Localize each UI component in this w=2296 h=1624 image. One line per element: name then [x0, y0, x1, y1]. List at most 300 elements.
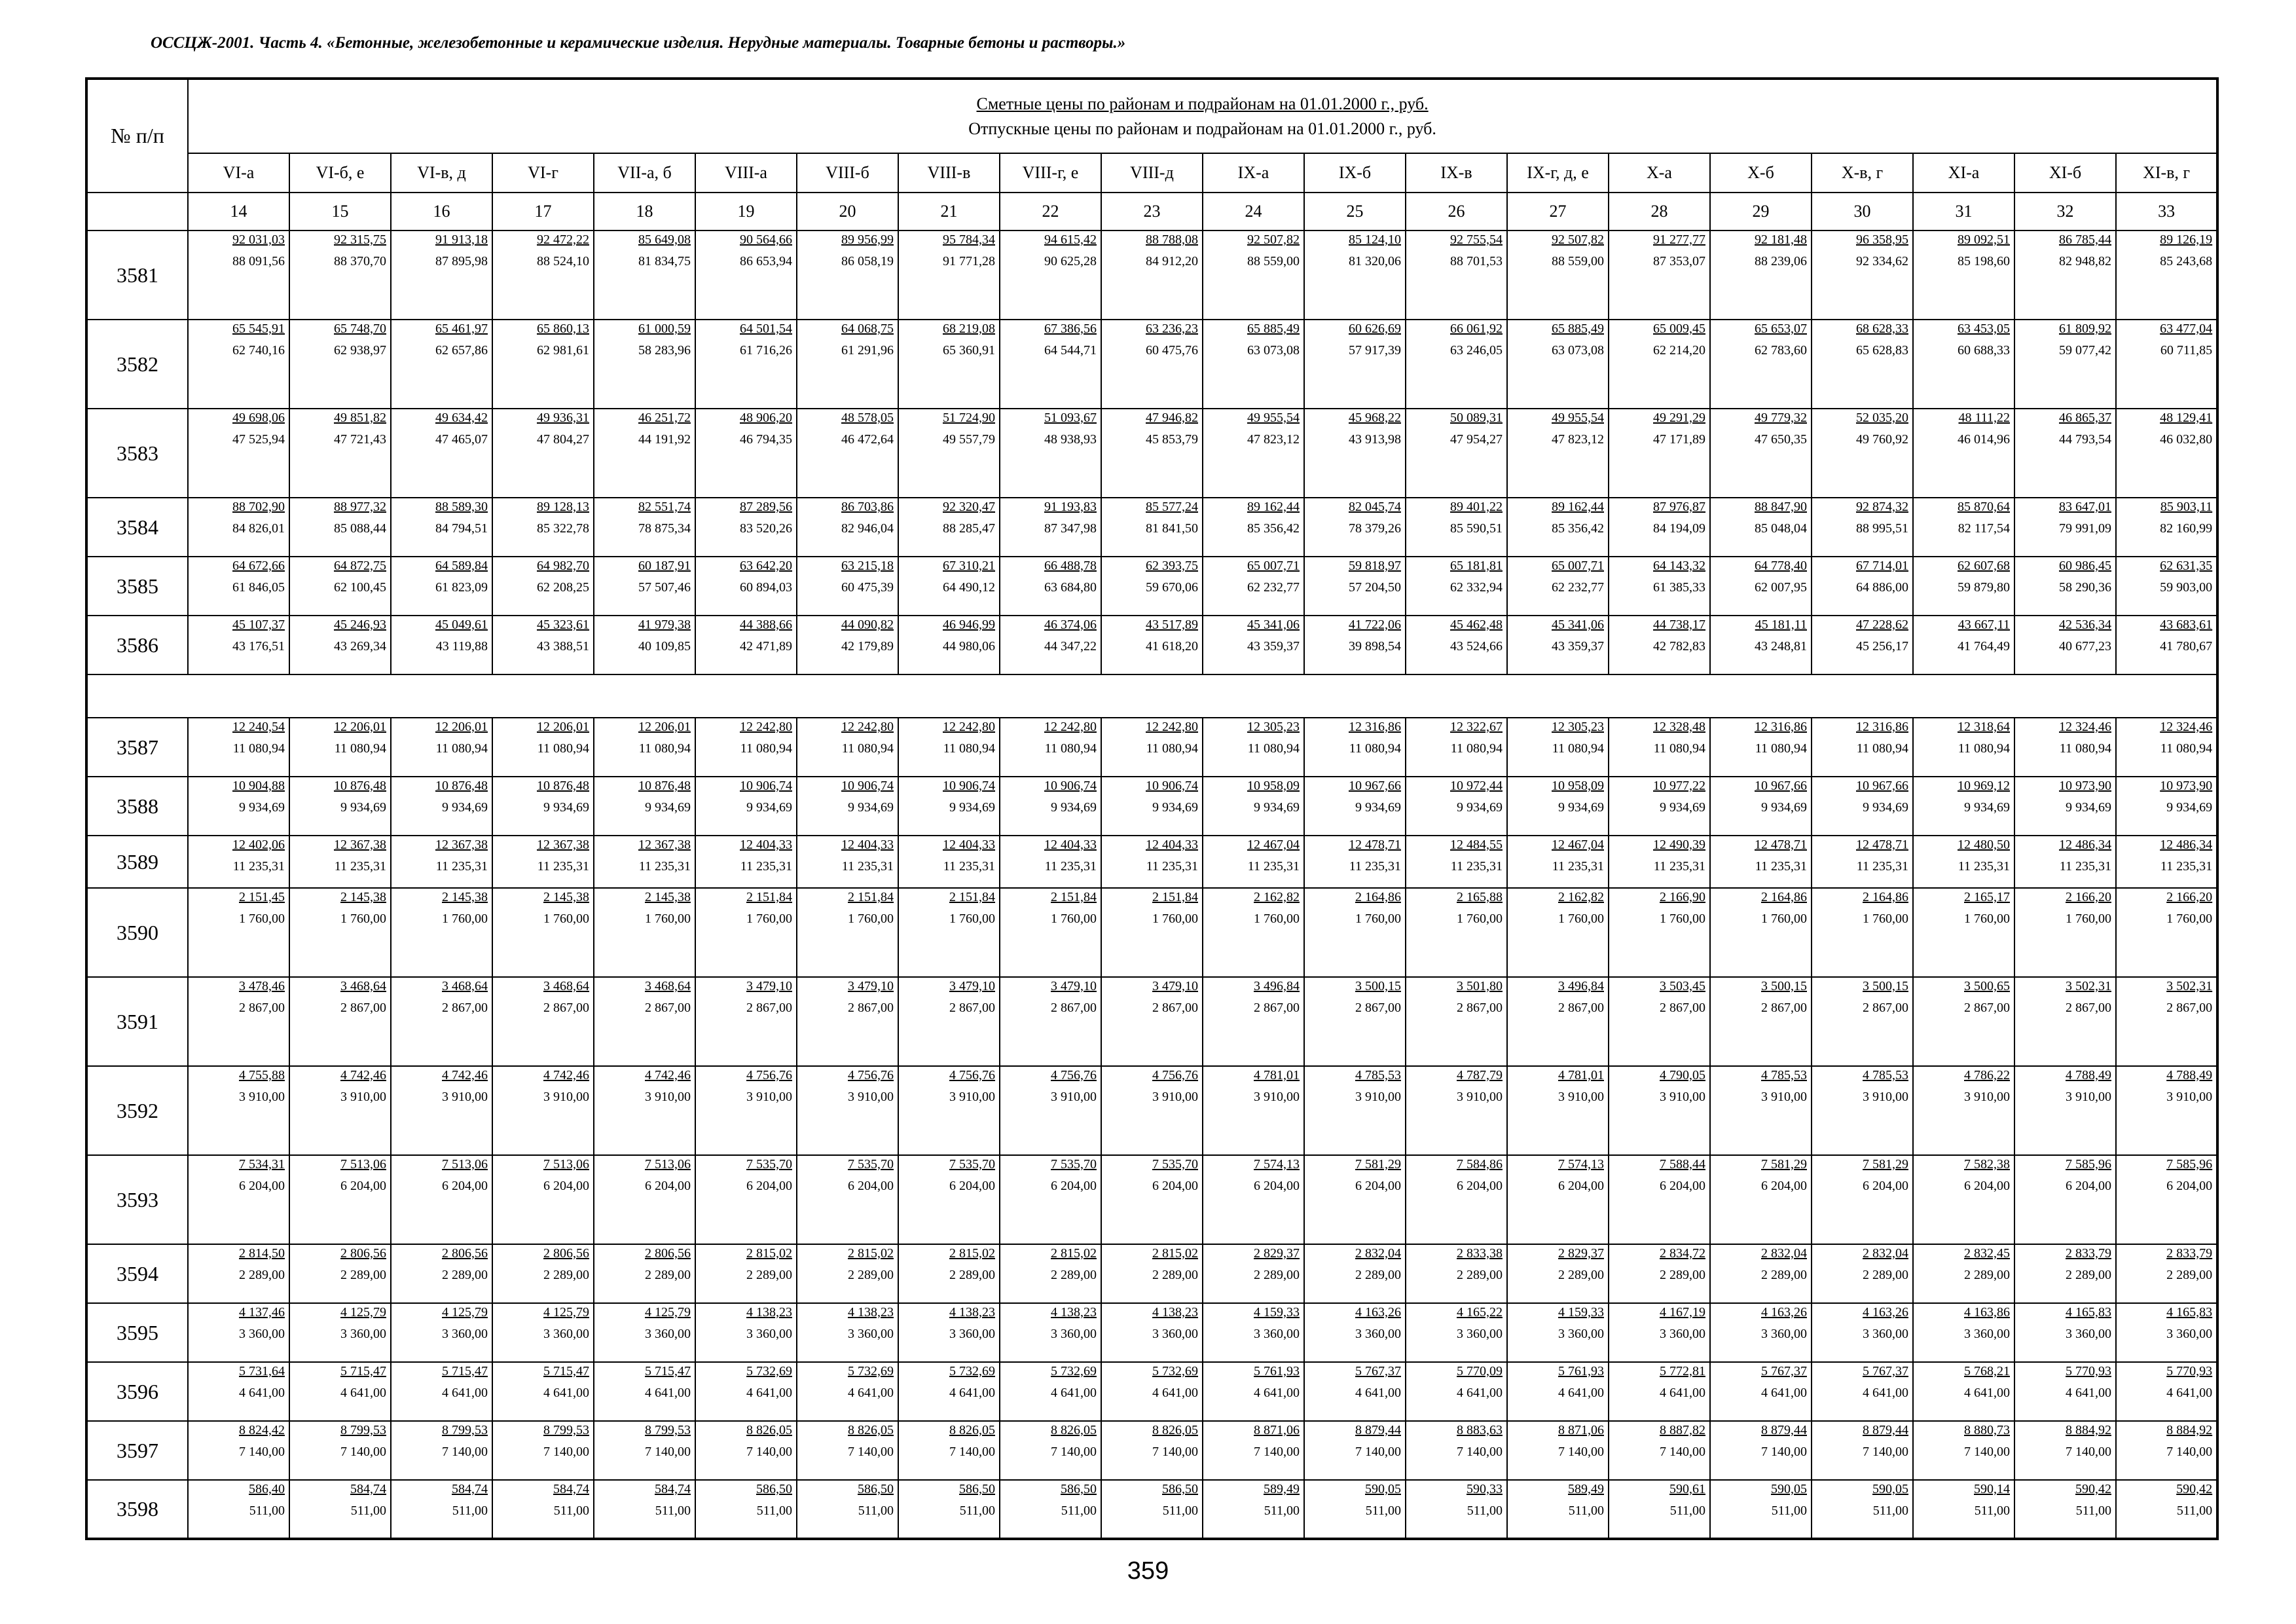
estimate-price: 89 162,44 — [1552, 500, 1604, 514]
release-price: 1 760,00 — [1660, 912, 1705, 926]
estimate-price: 85 870,64 — [1958, 500, 2010, 514]
price-cell — [1203, 836, 1304, 888]
estimate-price: 10 876,48 — [537, 779, 589, 793]
release-price: 44 793,54 — [2059, 432, 2111, 447]
release-price: 6 204,00 — [645, 1179, 691, 1193]
release-price: 7 140,00 — [340, 1445, 386, 1459]
estimate-price: 4 125,79 — [340, 1305, 386, 1320]
price-cell — [1304, 777, 1406, 836]
row-number-cell: 3586 — [86, 616, 188, 674]
release-price: 3 360,00 — [340, 1327, 386, 1341]
price-cell — [797, 718, 898, 777]
price-cell — [1101, 1066, 1203, 1155]
row-number-cell: 3595 — [86, 1303, 188, 1362]
price-cell — [1000, 320, 1101, 409]
estimate-price: 92 181,48 — [1755, 232, 1807, 247]
estimate-price: 65 860,13 — [537, 322, 589, 336]
estimate-price: 4 138,23 — [1051, 1305, 1097, 1320]
estimate-price: 49 779,32 — [1755, 411, 1807, 425]
release-price: 1 760,00 — [1355, 912, 1401, 926]
price-cell — [1406, 557, 1507, 616]
estimate-price: 12 467,04 — [1552, 838, 1604, 852]
estimate-price: 45 341,06 — [1247, 618, 1300, 632]
estimate-price: 7 574,13 — [1558, 1157, 1604, 1172]
estimate-price: 60 187,91 — [638, 559, 691, 573]
estimate-price: 5 732,69 — [1152, 1364, 1198, 1378]
release-price: 85 198,60 — [1958, 254, 2010, 268]
price-cell — [1609, 1421, 1710, 1480]
price-cell — [898, 557, 1000, 616]
price-cell — [2014, 977, 2116, 1066]
table-row — [86, 836, 2217, 888]
release-price: 47 823,12 — [1247, 432, 1300, 447]
price-cell — [1000, 777, 1101, 836]
estimate-price: 65 461,97 — [435, 322, 488, 336]
price-cell — [391, 718, 492, 777]
column-number-cell: 29 — [1710, 193, 1812, 231]
estimate-price: 12 367,38 — [435, 838, 488, 852]
price-cell — [1406, 777, 1507, 836]
price-cell — [1913, 409, 2014, 498]
price-cell — [1101, 498, 1203, 557]
estimate-price: 62 607,68 — [1958, 559, 2010, 573]
separator-cell — [86, 674, 2217, 718]
estimate-price: 4 125,79 — [543, 1305, 589, 1320]
estimate-price: 4 755,88 — [239, 1068, 285, 1082]
price-cell — [492, 718, 594, 777]
estimate-price: 2 832,45 — [1964, 1246, 2010, 1261]
region-header-row — [86, 153, 2217, 193]
release-price: 3 910,00 — [949, 1090, 995, 1104]
column-number-cell: 30 — [1812, 193, 1913, 231]
price-cell — [797, 977, 898, 1066]
price-cell — [1812, 409, 1913, 498]
estimate-price: 4 785,53 — [1761, 1068, 1807, 1082]
release-price: 11 080,94 — [232, 741, 285, 756]
release-price: 11 080,94 — [1653, 741, 1705, 756]
estimate-price: 52 035,20 — [1856, 411, 1908, 425]
release-price: 2 867,00 — [340, 1001, 386, 1015]
release-price: 9 934,69 — [2166, 800, 2213, 815]
price-cell — [695, 320, 797, 409]
release-price: 41 764,49 — [1958, 639, 2010, 654]
estimate-price: 589,49 — [1264, 1482, 1300, 1496]
release-price: 2 867,00 — [1863, 1001, 1908, 1015]
release-price: 2 289,00 — [1355, 1268, 1401, 1282]
estimate-price: 2 833,38 — [1457, 1246, 1503, 1261]
release-price: 4 641,00 — [239, 1386, 285, 1400]
release-price: 2 289,00 — [1457, 1268, 1503, 1282]
release-price: 90 625,28 — [1044, 254, 1097, 268]
estimate-price: 8 871,06 — [1254, 1423, 1300, 1437]
release-price: 511,00 — [1467, 1504, 1503, 1518]
estimate-price: 2 832,04 — [1355, 1246, 1401, 1261]
estimate-price: 12 242,80 — [841, 720, 894, 734]
release-price: 11 235,31 — [943, 859, 995, 874]
estimate-price: 590,33 — [1467, 1482, 1503, 1496]
estimate-price: 4 125,79 — [442, 1305, 488, 1320]
table-row — [86, 1155, 2217, 1244]
release-price: 88 701,53 — [1450, 254, 1503, 268]
estimate-price: 64 589,84 — [435, 559, 488, 573]
estimate-price: 2 164,86 — [1863, 890, 1908, 904]
estimate-price: 4 781,01 — [1254, 1068, 1300, 1082]
price-cell — [695, 977, 797, 1066]
price-cell — [1101, 320, 1203, 409]
estimate-price: 12 367,38 — [537, 838, 589, 852]
estimate-price: 47 946,82 — [1146, 411, 1198, 425]
release-price: 46 014,96 — [1958, 432, 2010, 447]
price-cell — [1304, 977, 1406, 1066]
release-price: 2 289,00 — [949, 1268, 995, 1282]
estimate-price: 87 289,56 — [740, 500, 792, 514]
release-price: 511,00 — [1365, 1504, 1401, 1518]
price-cell — [594, 977, 695, 1066]
price-cell — [1000, 498, 1101, 557]
price-cell — [1913, 1155, 2014, 1244]
release-price: 6 204,00 — [1761, 1179, 1807, 1193]
price-cell — [1913, 836, 2014, 888]
release-price: 2 867,00 — [1964, 1001, 2010, 1015]
estimate-price: 2 814,50 — [239, 1246, 285, 1261]
price-cell — [594, 1303, 695, 1362]
release-price: 3 360,00 — [645, 1327, 691, 1341]
estimate-price: 89 162,44 — [1247, 500, 1300, 514]
price-cell — [289, 616, 391, 674]
price-cell — [289, 888, 391, 977]
table-row — [86, 231, 2217, 320]
price-cell — [1000, 1244, 1101, 1303]
estimate-price: 7 581,29 — [1761, 1157, 1807, 1172]
release-price: 511,00 — [1872, 1504, 1908, 1518]
estimate-price: 8 884,92 — [2166, 1423, 2213, 1437]
estimate-price: 5 767,37 — [1863, 1364, 1908, 1378]
estimate-price: 2 815,02 — [1051, 1246, 1097, 1261]
price-cell — [1609, 1303, 1710, 1362]
estimate-price: 590,05 — [1771, 1482, 1807, 1496]
table-row — [86, 557, 2217, 616]
release-price: 11 235,31 — [1653, 859, 1705, 874]
release-price: 2 867,00 — [1254, 1001, 1300, 1015]
price-cell — [2014, 1303, 2116, 1362]
estimate-price: 10 906,74 — [943, 779, 995, 793]
release-price: 4 641,00 — [1660, 1386, 1705, 1400]
estimate-price: 584,74 — [350, 1482, 386, 1496]
release-price: 9 934,69 — [1964, 800, 2010, 815]
release-price: 48 938,93 — [1044, 432, 1097, 447]
release-price: 11 080,94 — [740, 741, 792, 756]
estimate-price: 3 496,84 — [1558, 979, 1604, 993]
price-cell — [1812, 1303, 1913, 1362]
price-cell — [289, 1480, 391, 1539]
price-cell — [1710, 1303, 1812, 1362]
estimate-price: 4 138,23 — [848, 1305, 894, 1320]
price-cell — [289, 718, 391, 777]
price-cell — [188, 616, 289, 674]
price-cell — [2116, 409, 2217, 498]
release-price: 511,00 — [350, 1504, 386, 1518]
price-cell — [1000, 1480, 1101, 1539]
price-cell — [1812, 557, 1913, 616]
estimate-price: 12 242,80 — [740, 720, 792, 734]
release-price: 62 332,94 — [1450, 580, 1503, 595]
estimate-price: 5 768,21 — [1964, 1364, 2010, 1378]
price-cell — [1203, 777, 1304, 836]
release-price: 1 760,00 — [442, 912, 488, 926]
estimate-price: 89 128,13 — [537, 500, 589, 514]
release-price: 7 140,00 — [2066, 1445, 2111, 1459]
row-number-cell: 3588 — [86, 777, 188, 836]
page-number: 359 — [1127, 1557, 1169, 1585]
price-cell — [1406, 718, 1507, 777]
release-price: 6 204,00 — [1660, 1179, 1705, 1193]
price-cell — [797, 1362, 898, 1421]
estimate-price: 4 163,86 — [1964, 1305, 2010, 1320]
estimate-price: 3 500,15 — [1863, 979, 1908, 993]
estimate-price: 12 490,39 — [1653, 838, 1705, 852]
estimate-price: 85 124,10 — [1349, 232, 1401, 247]
document-header: ОССЦЖ-2001. Часть 4. «Бетонные, железобетонные и керамические изделия. Нерудные материалы. Товарные бетоны и растворы.» — [151, 34, 1126, 52]
estimate-price: 7 535,70 — [1152, 1157, 1198, 1172]
estimate-price: 92 320,47 — [943, 500, 995, 514]
estimate-price: 4 786,22 — [1964, 1068, 2010, 1082]
release-price: 11 235,31 — [2059, 859, 2111, 874]
release-price: 3 910,00 — [239, 1090, 285, 1104]
price-cell — [898, 320, 1000, 409]
price-cell — [2014, 777, 2116, 836]
release-price: 4 641,00 — [746, 1386, 792, 1400]
estimate-price: 8 799,53 — [645, 1423, 691, 1437]
price-cell — [1101, 718, 1203, 777]
estimate-price: 10 973,90 — [2160, 779, 2213, 793]
estimate-price: 7 584,86 — [1457, 1157, 1503, 1172]
price-cell — [695, 1421, 797, 1480]
price-cell — [695, 777, 797, 836]
price-cell — [594, 231, 695, 320]
price-cell — [1203, 1421, 1304, 1480]
release-price: 11 235,31 — [1755, 859, 1807, 874]
estimate-price: 12 404,33 — [943, 838, 995, 852]
price-cell — [289, 320, 391, 409]
price-cell — [492, 409, 594, 498]
estimate-price: 8 799,53 — [442, 1423, 488, 1437]
release-price: 47 171,89 — [1653, 432, 1705, 447]
price-cell — [289, 231, 391, 320]
price-cell — [1710, 616, 1812, 674]
price-cell — [898, 1155, 1000, 1244]
price-cell — [695, 888, 797, 977]
price-cell — [1609, 1480, 1710, 1539]
release-price: 9 934,69 — [848, 800, 894, 815]
release-price: 2 867,00 — [1355, 1001, 1401, 1015]
price-cell — [188, 1244, 289, 1303]
release-price: 4 641,00 — [2166, 1386, 2213, 1400]
estimate-price: 49 698,06 — [232, 411, 285, 425]
price-cell — [1101, 1421, 1203, 1480]
price-cell — [2014, 320, 2116, 409]
release-price: 88 370,70 — [334, 254, 386, 268]
estimate-price: 590,05 — [1365, 1482, 1401, 1496]
region-header-cell: VIII-г, е — [1000, 153, 1101, 193]
price-cell — [1000, 557, 1101, 616]
release-price: 6 204,00 — [1457, 1179, 1503, 1193]
price-cell — [1203, 1303, 1304, 1362]
price-cell — [1000, 231, 1101, 320]
price-cell — [1507, 1480, 1609, 1539]
release-price: 3 910,00 — [2166, 1090, 2213, 1104]
price-cell — [797, 320, 898, 409]
release-price: 11 235,31 — [740, 859, 792, 874]
estimate-price: 12 316,86 — [1856, 720, 1908, 734]
price-cell — [188, 1066, 289, 1155]
estimate-price: 12 478,71 — [1349, 838, 1401, 852]
release-price: 7 140,00 — [1457, 1445, 1503, 1459]
estimate-price: 12 318,64 — [1958, 720, 2010, 734]
estimate-price: 12 467,04 — [1247, 838, 1300, 852]
estimate-price: 5 761,93 — [1558, 1364, 1604, 1378]
estimate-price: 3 503,45 — [1660, 979, 1705, 993]
release-price: 7 140,00 — [1254, 1445, 1300, 1459]
estimate-price: 12 404,33 — [841, 838, 894, 852]
estimate-price: 94 615,42 — [1044, 232, 1097, 247]
estimate-price: 10 967,66 — [1755, 779, 1807, 793]
price-cell — [391, 231, 492, 320]
price-cell — [1304, 1421, 1406, 1480]
estimate-price: 12 206,01 — [638, 720, 691, 734]
row-number-cell: 3581 — [86, 231, 188, 320]
column-number-cell: 15 — [289, 193, 391, 231]
price-cell — [492, 231, 594, 320]
estimate-price: 5 731,64 — [239, 1364, 285, 1378]
price-cell — [1710, 1066, 1812, 1155]
price-cell — [492, 977, 594, 1066]
release-price: 3 360,00 — [1051, 1327, 1097, 1341]
release-price: 3 910,00 — [442, 1090, 488, 1104]
release-price: 3 910,00 — [1051, 1090, 1097, 1104]
price-cell — [1304, 888, 1406, 977]
estimate-price: 64 872,75 — [334, 559, 386, 573]
release-price: 2 867,00 — [1761, 1001, 1807, 1015]
release-price: 88 285,47 — [943, 521, 995, 536]
release-price: 65 628,83 — [1856, 343, 1908, 358]
estimate-price: 41 722,06 — [1349, 618, 1401, 632]
price-cell — [1913, 977, 2014, 1066]
release-price: 1 760,00 — [1152, 912, 1198, 926]
price-cell — [1507, 1362, 1609, 1421]
price-cell — [1203, 320, 1304, 409]
release-price: 4 641,00 — [645, 1386, 691, 1400]
release-price: 3 910,00 — [848, 1090, 894, 1104]
estimate-price: 10 904,88 — [232, 779, 285, 793]
estimate-price: 10 967,66 — [1349, 779, 1401, 793]
column-number-cell: 25 — [1304, 193, 1406, 231]
table-row — [86, 498, 2217, 557]
price-cell — [391, 320, 492, 409]
estimate-price: 45 181,11 — [1755, 618, 1807, 632]
release-price: 11 235,31 — [1856, 859, 1908, 874]
estimate-price: 12 242,80 — [943, 720, 995, 734]
region-header-cell: VIII-д — [1101, 153, 1203, 193]
release-price: 11 235,31 — [1146, 859, 1198, 874]
price-cell — [1507, 977, 1609, 1066]
release-price: 11 235,31 — [232, 859, 285, 874]
release-price: 46 472,64 — [841, 432, 894, 447]
release-price: 11 235,31 — [638, 859, 691, 874]
price-cell — [1406, 1244, 1507, 1303]
price-cell — [1406, 888, 1507, 977]
release-price: 43 388,51 — [537, 639, 589, 654]
estimate-price: 7 513,06 — [645, 1157, 691, 1172]
release-price: 3 910,00 — [746, 1090, 792, 1104]
estimate-price: 7 534,31 — [239, 1157, 285, 1172]
estimate-price: 44 090,82 — [841, 618, 894, 632]
row-number-cell: 3596 — [86, 1362, 188, 1421]
price-cell — [1812, 1244, 1913, 1303]
price-cell — [898, 888, 1000, 977]
price-cell — [797, 557, 898, 616]
estimate-price: 91 277,77 — [1653, 232, 1705, 247]
release-price: 2 867,00 — [2066, 1001, 2111, 1015]
column-number-cell: 23 — [1101, 193, 1203, 231]
region-header-cell: XI-а — [1913, 153, 2014, 193]
release-price: 88 559,00 — [1247, 254, 1300, 268]
release-price: 2 867,00 — [1457, 1001, 1503, 1015]
estimate-price: 2 829,37 — [1254, 1246, 1300, 1261]
price-cell — [1203, 977, 1304, 1066]
price-cell — [1101, 888, 1203, 977]
price-cell — [1812, 616, 1913, 674]
release-price: 47 823,12 — [1552, 432, 1604, 447]
price-cell — [1203, 498, 1304, 557]
price-cell — [492, 1421, 594, 1480]
release-price: 61 385,33 — [1653, 580, 1705, 595]
release-price: 3 910,00 — [1355, 1090, 1401, 1104]
price-cell — [492, 1155, 594, 1244]
release-price: 62 938,97 — [334, 343, 386, 358]
release-price: 6 204,00 — [2066, 1179, 2111, 1193]
price-cell — [1812, 1066, 1913, 1155]
release-price: 46 032,80 — [2160, 432, 2213, 447]
price-cell — [1101, 777, 1203, 836]
release-price: 1 760,00 — [1051, 912, 1097, 926]
price-cell — [1406, 498, 1507, 557]
estimate-price: 4 159,33 — [1254, 1305, 1300, 1320]
estimate-price: 2 806,56 — [645, 1246, 691, 1261]
release-price: 63 246,05 — [1450, 343, 1503, 358]
release-price: 64 490,12 — [943, 580, 995, 595]
price-cell — [695, 557, 797, 616]
price-cell — [391, 777, 492, 836]
estimate-price: 2 162,82 — [1558, 890, 1604, 904]
price-cell — [1507, 1421, 1609, 1480]
price-cell — [289, 1362, 391, 1421]
price-cell — [1710, 718, 1812, 777]
price-cell — [898, 1066, 1000, 1155]
release-price: 60 894,03 — [740, 580, 792, 595]
price-cell — [1101, 1244, 1203, 1303]
estimate-price: 2 145,38 — [645, 890, 691, 904]
price-cell — [1101, 616, 1203, 674]
release-price: 78 875,34 — [638, 521, 691, 536]
price-cell — [1710, 1244, 1812, 1303]
price-cell — [1609, 1362, 1710, 1421]
release-price: 7 140,00 — [1152, 1445, 1198, 1459]
release-price: 58 290,36 — [2059, 580, 2111, 595]
row-number-cell: 3585 — [86, 557, 188, 616]
estimate-price: 3 501,80 — [1457, 979, 1503, 993]
price-cell — [1507, 616, 1609, 674]
release-price: 58 283,96 — [638, 343, 691, 358]
